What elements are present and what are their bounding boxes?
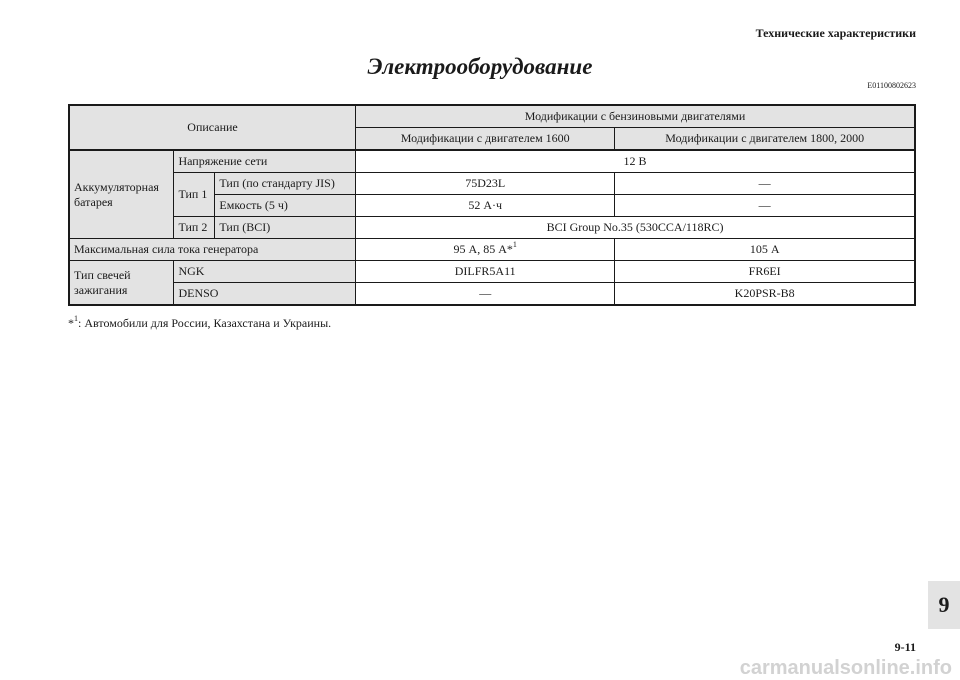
capacity-1600: 52 А·ч	[356, 195, 615, 217]
ngk-1800: FR6EI	[615, 261, 915, 283]
footnote-marker: *	[68, 316, 74, 330]
header-1800-2000: Модификации с двигателем 1800, 2000	[615, 128, 915, 151]
generator-label: Максимальная сила тока генератора	[69, 239, 356, 261]
table-row	[69, 217, 915, 239]
bci-value: BCI Group No.35 (530CCA/118RC)	[356, 217, 915, 239]
capacity-label: Емкость (5 ч)	[215, 195, 356, 217]
table-row	[69, 239, 915, 261]
generator-1600-sup: 1	[512, 240, 517, 249]
ngk-1600: DILFR5A11	[356, 261, 615, 283]
spark-plugs-label: Тип свечей зажигания	[69, 261, 174, 306]
header-description: Описание	[69, 105, 356, 150]
jis-1600: 75D23L	[356, 173, 615, 195]
generator-1800: 105 А	[615, 239, 915, 261]
table-row	[69, 261, 915, 283]
chapter-tab: 9	[928, 581, 960, 629]
ngk-label: NGK	[174, 261, 356, 283]
type2-label: Тип 2	[174, 217, 215, 239]
section-code: E01100802623	[867, 81, 916, 90]
denso-1800: K20PSR-B8	[615, 283, 915, 306]
generator-1600	[356, 239, 615, 261]
table-row	[69, 283, 915, 306]
footnote-text: : Автомобили для России, Казахстана и Украины.	[78, 316, 332, 330]
table-row	[69, 150, 915, 173]
footnote	[68, 316, 331, 331]
battery-label: Аккумуляторная батарея	[69, 150, 174, 239]
denso-label: DENSO	[174, 283, 356, 306]
denso-1600: —	[356, 283, 615, 306]
header-row	[69, 105, 915, 128]
capacity-1800: —	[615, 195, 915, 217]
header-1600: Модификации с двигателем 1600	[356, 128, 615, 151]
footnote-sup: 1	[74, 314, 78, 323]
running-header: Технические характеристики	[755, 26, 916, 40]
table-row	[69, 173, 915, 195]
type1-label: Тип 1	[174, 173, 215, 217]
jis-label: Тип (по стандарту JIS)	[215, 173, 356, 195]
page-number: 9-11	[894, 640, 916, 654]
watermark-text: carmanualsonline.info	[739, 657, 952, 679]
watermark	[0, 657, 960, 680]
section-title: Электрооборудование	[367, 54, 593, 79]
voltage-label: Напряжение сети	[174, 150, 356, 173]
voltage-value: 12 В	[356, 150, 915, 173]
jis-1800: —	[615, 173, 915, 195]
bci-label: Тип (BCI)	[215, 217, 356, 239]
generator-1600-text: 95 А, 85 А*	[453, 242, 513, 256]
electrical-spec-table	[68, 104, 916, 306]
header-gasoline: Модификации с бензиновыми двигателями	[356, 105, 915, 128]
